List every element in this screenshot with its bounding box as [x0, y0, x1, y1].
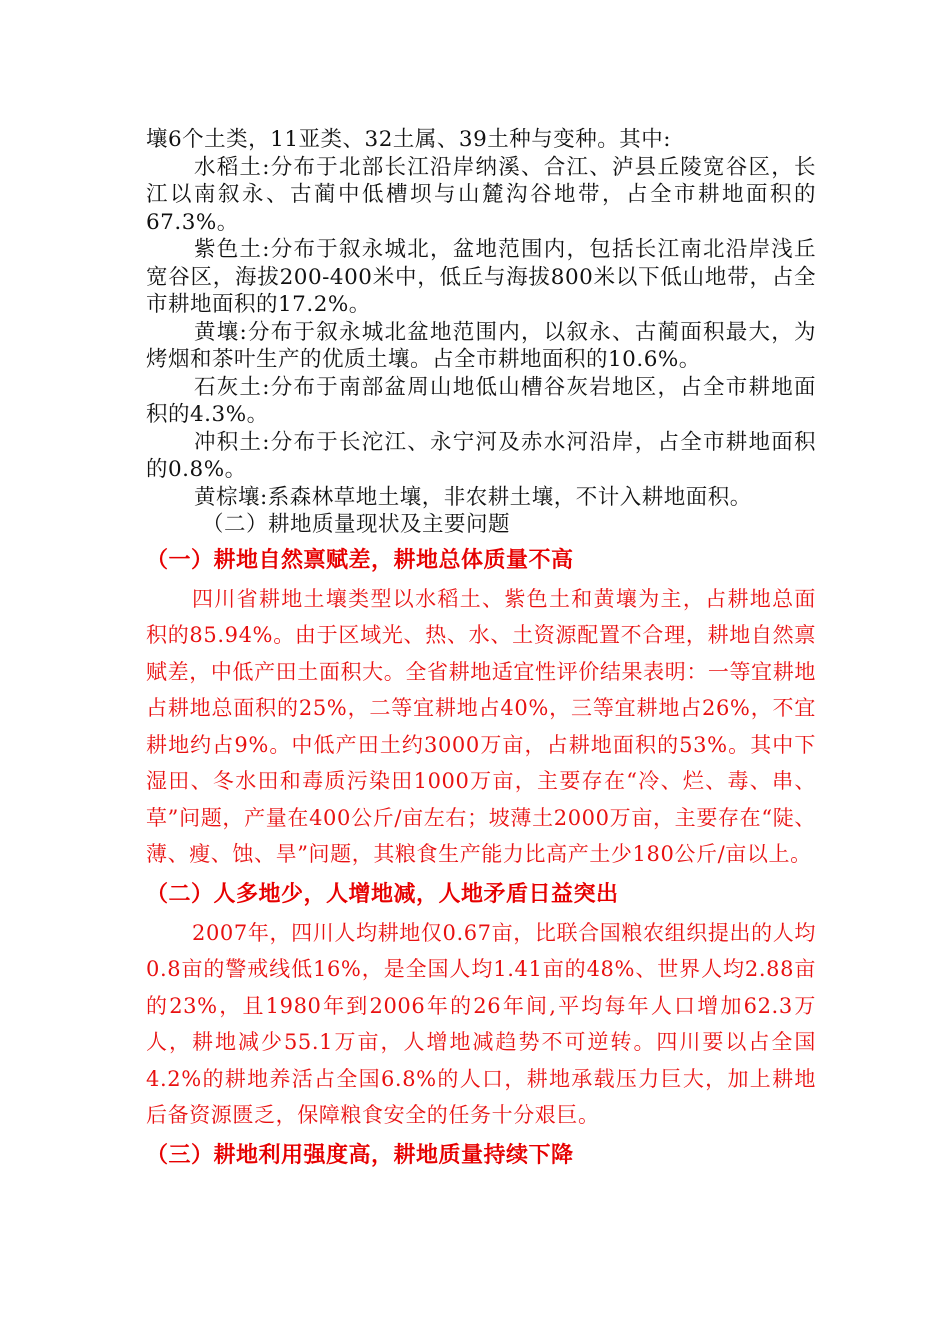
heading-usage-intensity: （三）耕地利用强度高，耕地质量持续下降: [146, 1142, 574, 1168]
soil-alluvial-paragraph: 冲积土:分布于长沱江、永宁河及赤水河沿岸，占全市耕地面积的0.8%。: [146, 429, 816, 482]
soil-limestone-paragraph: 石灰土:分布于南部盆周山地低山槽谷灰岩地区，占全市耕地面积的4.3%。: [146, 374, 816, 427]
soil-yellow-paragraph: 黄壤:分布于叙永城北盆地范围内，以叙永、古蔺面积最大，为烤烟和茶叶生产的优质土壤。占全市耕地面积的10.6%。: [146, 319, 816, 372]
paragraph-land-population: 2007年，四川人均耕地仅0.67亩，比联合国粮农组织提出的人均0.8亩的警戒线低16%，是全国人均1.41亩的48%、世界人均2.88亩的23%，且1980年到2006年的26年间,平均每年人口增加62.3万人，耕地减少55.1万亩，人增地减趋势不可逆转。四川要以占全国4.2%的耕地养活占全国6.8%的人口，耕地承载压力巨大，加上耕地后备资源匮乏，保障粮食安全的任务十分艰巨。: [146, 920, 816, 1127]
heading-natural-endowment: （一）耕地自然禀赋差，耕地总体质量不高: [146, 547, 574, 573]
document-page: [146, 126, 816, 1176]
paragraph-natural-endowment: 四川省耕地土壤类型以水稻土、紫色土和黄壤为主，占耕地总面积的85.94%。由于区域光、热、水、土资源配置不合理，耕地自然禀赋差，中低产田土面积大。全省耕地适宜性评价结果表明：一等宜耕地占耕地总面积的25%，二等宜耕地占40%，三等宜耕地占26%，不宜耕地约占9%。中低产田土约3000万亩，占耕地面积的53%。其中下湿田、冬水田和毒质污染田1000万亩，主要存在“冷、烂、毒、串、草”问题，产量在400公斤/亩左右；坡薄土2000万亩，主要存在“陡、薄、瘦、蚀、旱”问题，其粮食生产能力比高产土少180公斤/亩以上。: [146, 586, 816, 866]
section-sub-heading: （二）耕地质量现状及主要问题: [202, 512, 511, 537]
soil-purple-paragraph: 紫色土:分布于叙永城北，盆地范围内，包括长江南北沿岸浅丘宽谷区，海拔200-400米中，低丘与海拔800米以下低山地带，占全市耕地面积的17.2%。: [146, 237, 816, 317]
soil-types-section: [146, 126, 816, 539]
soil-yellow-brown-paragraph: 黄棕壤:系森林草地土壤，非农耕土壤，不计入耕地面积。: [194, 484, 752, 510]
farmland-problems-section: [146, 547, 816, 1170]
soil-intro-paragraph: 壤6个土类，11亚类、32土属、39土种与变种。其中:: [146, 127, 671, 152]
heading-land-population: （二）人多地少，人增地减，人地矛盾日益突出: [146, 881, 619, 907]
soil-paddy-paragraph: 水稻土:分布于北部长江沿岸纳溪、合江、泸县丘陵宽谷区，长江以南叙永、古蔺中低槽坝与山麓沟谷地带，占全市耕地面积的67.3%。: [146, 154, 816, 235]
